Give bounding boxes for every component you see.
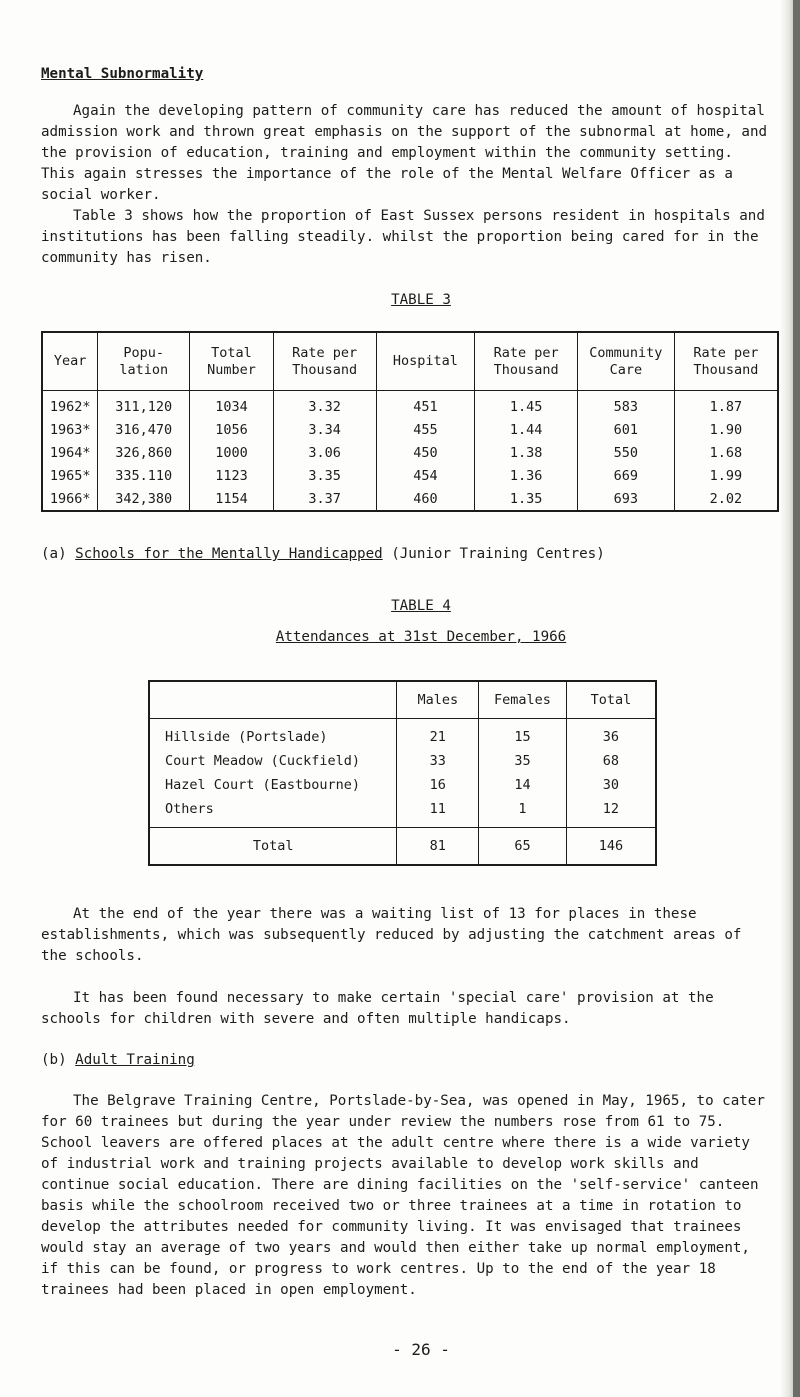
table-cell: 693: [577, 487, 674, 511]
table-cell: 14: [479, 773, 567, 797]
table-cell: 81: [397, 828, 479, 866]
page-edge-dark: [793, 0, 800, 1397]
table-cell: 1.99: [674, 464, 778, 487]
table-row: [149, 719, 656, 750]
table-cell: Hazel Court (Eastbourne): [165, 777, 361, 793]
table-cell: 1.38: [475, 441, 578, 464]
table-cell: 33: [397, 749, 479, 773]
table-cell: Total: [149, 828, 397, 866]
table-cell: 311,120: [98, 391, 190, 419]
table-cell: 35: [479, 749, 567, 773]
section-a-marker: (a): [41, 546, 67, 562]
section-a-heading: [41, 544, 771, 565]
table-cell: 1123: [190, 464, 274, 487]
table-cell: 15: [479, 719, 567, 750]
table4-subtitle: Attendances at 31st December, 1966: [275, 629, 567, 645]
table4-header-cell: [149, 681, 397, 719]
table3-header-cell: Rate per Thousand: [674, 332, 778, 391]
table-cell: 1.90: [674, 418, 778, 441]
table-cell: 3.32: [273, 391, 376, 419]
paragraph-intro: Again the developing pattern of community care has reduced the amount of hospital admission work and thrown great emphasis on the support of the subnormal at home, and the provision of education, training and employment within the community setting. This again stresses the importance of the role of the Mental Welfare Officer as a social worker.: [41, 103, 768, 203]
table-cell: 601: [577, 418, 674, 441]
table3-header-cell: Rate per Thousand: [475, 332, 578, 391]
section-title: Mental Subnormality: [41, 66, 204, 82]
table-cell: 460: [376, 487, 475, 511]
table-cell: Others: [165, 801, 214, 817]
table-cell: 2.02: [674, 487, 778, 511]
table-cell: 454: [376, 464, 475, 487]
table-cell: 1034: [190, 391, 274, 419]
table-cell: 1.45: [475, 391, 578, 419]
section-b-title: Adult Training: [75, 1052, 195, 1068]
table-cell: 1.87: [674, 391, 778, 419]
section-b-heading: [41, 1050, 771, 1071]
paragraph-special-care: It has been found necessary to make certain 'special care' provision at the schools for children with severe and often multiple handicaps.: [41, 990, 714, 1027]
paragraph-waiting-list: At the end of the year there was a waiting list of 13 for places in these establishments, which was subsequently reduced by adjusting the catchment areas of the schools.: [41, 906, 742, 964]
table3-header-cell: Hospital: [376, 332, 475, 391]
table-row: [42, 441, 778, 464]
table-cell: 326,860: [98, 441, 190, 464]
table-cell: 335.110: [98, 464, 190, 487]
table4-header-cell: Males: [397, 681, 479, 719]
table-cell: 316,470: [98, 418, 190, 441]
table3-header-cell: Popu- lation: [98, 332, 190, 391]
table4-total-row: [149, 828, 656, 866]
table-cell: 3.06: [273, 441, 376, 464]
table-cell: 146: [566, 828, 656, 866]
table-row: [42, 487, 778, 511]
table4-title: TABLE 4: [391, 598, 451, 614]
table-cell: 1.68: [674, 441, 778, 464]
table-cell: 1.36: [475, 464, 578, 487]
table-row: [149, 797, 656, 828]
table-cell: 1154: [190, 487, 274, 511]
table4: [148, 680, 657, 866]
table-row: [149, 773, 656, 797]
table-cell: 21: [397, 719, 479, 750]
table-cell: 342,380: [98, 487, 190, 511]
table3: [41, 331, 779, 512]
table-cell: 1: [479, 797, 567, 828]
paragraph-adult-training: The Belgrave Training Centre, Portslade-by-Sea, was opened in May, 1965, to cater for 60 trainees but during the year under review the numbers rose from 61 to 75. School leavers are offered places at the adult centre where there is a wide variety of industrial work and training projects available to develop work skills and continue social education. There are dining facilities on the 'self-service' canteen basis while the schoolroom received two or three trainees at a time in rotation to develop the attributes needed for community living. It was envisaged that trainees would stay an average of two years and would then either take up normal employment, if this can be found, or progress to work centres. Up to the end of the year 18 trainees had been placed in open employment.: [41, 1093, 765, 1298]
table-cell: 1966*: [49, 490, 91, 507]
table-row: [42, 418, 778, 441]
table4-header-row: [149, 681, 656, 719]
table-cell: 1965*: [49, 467, 91, 484]
table-cell: 3.37: [273, 487, 376, 511]
table-cell: 12: [566, 797, 656, 828]
table-cell: 36: [566, 719, 656, 750]
table3-header-row: [42, 332, 778, 391]
table3-header-cell: Community Care: [577, 332, 674, 391]
paragraph-table3-intro: Table 3 shows how the proportion of East Sussex persons resident in hospitals and institutions has been falling steadily. whilst the proportion being cared for in the community has risen.: [41, 208, 765, 266]
table-row: [42, 391, 778, 419]
table-cell: Court Meadow (Cuckfield): [165, 753, 361, 769]
table-cell: 669: [577, 464, 674, 487]
table3-title: TABLE 3: [391, 292, 451, 308]
table-cell: 1056: [190, 418, 274, 441]
section-b-marker: (b): [41, 1052, 67, 1068]
section-a-subtitle: (Junior Training Centres): [382, 546, 605, 562]
table3-header-cell: Rate per Thousand: [273, 332, 376, 391]
table-cell: 450: [376, 441, 475, 464]
table4-header-cell: Total: [566, 681, 656, 719]
table-cell: 68: [566, 749, 656, 773]
table-cell: 3.35: [273, 464, 376, 487]
table-cell: 1.44: [475, 418, 578, 441]
table-row: [42, 464, 778, 487]
table4-header-cell: Females: [479, 681, 567, 719]
table-cell: 455: [376, 418, 475, 441]
table-cell: Hillside (Portslade): [165, 729, 328, 745]
table-cell: 1964*: [49, 444, 91, 461]
table3-header-cell: Total Number: [190, 332, 274, 391]
table-cell: 1000: [190, 441, 274, 464]
table-cell: 16: [397, 773, 479, 797]
table-cell: 65: [479, 828, 567, 866]
table-cell: 11: [397, 797, 479, 828]
table-cell: 1963*: [49, 421, 91, 438]
table-cell: 3.34: [273, 418, 376, 441]
table-cell: 1.35: [475, 487, 578, 511]
page-number: - 26 -: [392, 1340, 450, 1359]
table-cell: 550: [577, 441, 674, 464]
table-cell: 30: [566, 773, 656, 797]
table-cell: 451: [376, 391, 475, 419]
table-row: [149, 749, 656, 773]
table3-header-cell: Year: [42, 332, 98, 391]
section-a-title: Schools for the Mentally Handicapped: [75, 546, 383, 562]
table-cell: 583: [577, 391, 674, 419]
table-cell: 1962*: [49, 398, 91, 415]
